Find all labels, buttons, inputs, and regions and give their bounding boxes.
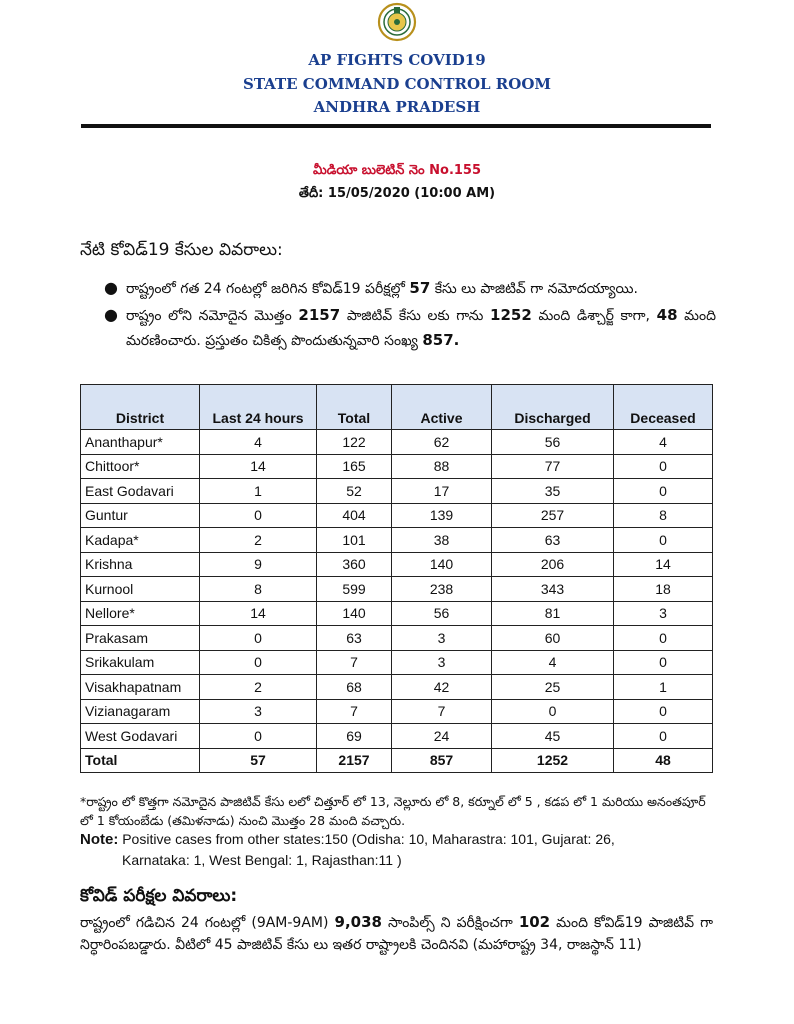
value-cell: 1 <box>200 479 317 504</box>
value-cell: 8 <box>200 577 317 602</box>
value-cell: 35 <box>492 479 614 504</box>
bullet-icon: ● <box>104 305 118 324</box>
value-cell: 599 <box>317 577 392 602</box>
value-cell: 0 <box>614 528 713 553</box>
column-header: Discharged <box>492 385 614 430</box>
value-cell: 0 <box>614 650 713 675</box>
value-cell: 14 <box>614 552 713 577</box>
value-cell: 69 <box>317 724 392 749</box>
bulletin-date <box>0 186 794 204</box>
district-cell: Srikakulam <box>81 650 200 675</box>
samples-tested-count: 9,038 <box>334 913 382 931</box>
district-cell: Ananthapur* <box>81 430 200 455</box>
new-cases-count: 57 <box>409 279 431 297</box>
value-cell: 404 <box>317 503 392 528</box>
bulletin-number: మీడియా బులెటిన్ నెం No.155 <box>312 163 482 178</box>
paragraph-text: సాంపిల్స్ ని పరీక్షించగా <box>381 915 519 931</box>
value-cell: 3 <box>392 626 492 651</box>
table-header-row <box>81 385 713 430</box>
value-cell: 1252 <box>492 748 614 773</box>
bullet-text: మంది డిశ్చార్జ్ కాగా, <box>531 308 657 324</box>
value-cell: 7 <box>392 699 492 724</box>
value-cell: 2 <box>200 675 317 700</box>
column-header: Deceased <box>614 385 713 430</box>
district-cell: Krishna <box>81 552 200 577</box>
table-row <box>81 724 713 749</box>
bullet-text: కేసు లు పాజిటివ్ గా నమోదయ్యాయి. <box>430 281 639 297</box>
value-cell: 165 <box>317 454 392 479</box>
district-cell: Total <box>81 748 200 773</box>
value-cell: 343 <box>492 577 614 602</box>
header-title: AP FIGHTS COVID19 <box>308 51 486 69</box>
value-cell: 48 <box>614 748 713 773</box>
value-cell: 101 <box>317 528 392 553</box>
deceased-count: 48 <box>656 306 678 324</box>
value-cell: 60 <box>492 626 614 651</box>
table-row <box>81 601 713 626</box>
bullet-icon: ● <box>104 278 118 297</box>
district-cell: Nellore* <box>81 601 200 626</box>
column-header: District <box>81 385 200 430</box>
value-cell: 857 <box>392 748 492 773</box>
value-cell: 56 <box>492 430 614 455</box>
table-row <box>81 552 713 577</box>
value-cell: 77 <box>492 454 614 479</box>
district-cell: Guntur <box>81 503 200 528</box>
value-cell: 140 <box>392 552 492 577</box>
table-row <box>81 626 713 651</box>
note-label: Note: <box>80 831 119 848</box>
value-cell: 52 <box>317 479 392 504</box>
table-row <box>81 699 713 724</box>
value-cell: 122 <box>317 430 392 455</box>
value-cell: 3 <box>392 650 492 675</box>
value-cell: 68 <box>317 675 392 700</box>
value-cell: 0 <box>614 724 713 749</box>
value-cell: 9 <box>200 552 317 577</box>
value-cell: 0 <box>614 454 713 479</box>
footnote: *రాష్ట్రం లో కొత్తగా నమోదైన పాజిటివ్ కేసు లలో చిత్తూర్ లో 13, నెల్లూరు లో 8, కర్నూల్ లో 5 , కడప లో 1 మరియు అనంతపూర్ లో 1 కోయంబేడు (తమిళనాడు) నుంచి మొత్తం 28 మంది వచ్చారు. <box>80 794 706 828</box>
column-header: Total <box>317 385 392 430</box>
paragraph-text: మంది కోవిడ్19 పాజిటివ్ గా నిర్ధారింపబడ్డారు. వీటిలో 45 పాజిటివ్ కేసు లు ఇతర రాష్ట్రాలకి చెందినవి (మహారాష్ట్ర 34, రాజస్థాన్ 11) <box>80 915 713 953</box>
header-subtitle: STATE COMMAND CONTROL ROOM <box>243 75 551 93</box>
table-row <box>81 577 713 602</box>
value-cell: 139 <box>392 503 492 528</box>
note-line: Positive cases from other states:150 (Odisha: 10, Maharastra: 101, Gujarat: 26, <box>118 831 615 847</box>
value-cell: 2157 <box>317 748 392 773</box>
table-row <box>81 528 713 553</box>
value-cell: 18 <box>614 577 713 602</box>
district-cell: Prakasam <box>81 626 200 651</box>
testing-details-paragraph <box>80 911 713 956</box>
testing-details-heading: కోవిడ్ పరీక్షల వివరాలు: <box>80 886 238 906</box>
value-cell: 0 <box>200 626 317 651</box>
bullet-text: రాష్ట్రం లోని నమోదైన మొత్తం <box>126 308 299 324</box>
value-cell: 206 <box>492 552 614 577</box>
positive-found-count: 102 <box>518 913 551 931</box>
value-cell: 57 <box>200 748 317 773</box>
value-cell: 56 <box>392 601 492 626</box>
value-cell: 4 <box>492 650 614 675</box>
value-cell: 7 <box>317 650 392 675</box>
header-state: ANDHRA PRADESH <box>313 98 481 116</box>
district-table <box>80 384 713 773</box>
total-positive-count: 2157 <box>298 306 341 324</box>
table-row <box>81 675 713 700</box>
value-cell: 2 <box>200 528 317 553</box>
header-divider <box>81 124 711 128</box>
district-cell: Vizianagaram <box>81 699 200 724</box>
value-cell: 3 <box>200 699 317 724</box>
note-line: Karnataka: 1, West Bengal: 1, Rajasthan:11 ) <box>122 852 402 868</box>
district-cell: West Godavari <box>81 724 200 749</box>
value-cell: 45 <box>492 724 614 749</box>
value-cell: 257 <box>492 503 614 528</box>
value-cell: 4 <box>200 430 317 455</box>
value-cell: 17 <box>392 479 492 504</box>
value-cell: 140 <box>317 601 392 626</box>
value-cell: 8 <box>614 503 713 528</box>
bullet-text: రాష్ట్రంలో గత 24 గంటల్లో జరిగిన కోవిడ్19 పరీక్షల్లో <box>126 281 410 297</box>
district-cell: Kadapa* <box>81 528 200 553</box>
paragraph-text: రాష్ట్రంలో గడిచిన 24 గంటల్లో (9AM-9AM) <box>80 915 335 931</box>
column-header: Active <box>392 385 492 430</box>
table-row <box>81 454 713 479</box>
value-cell: 14 <box>200 601 317 626</box>
district-cell: East Godavari <box>81 479 200 504</box>
value-cell: 238 <box>392 577 492 602</box>
other-states-note <box>80 829 720 871</box>
bullet-text: మంది మరణించారు. ప్రస్తుతం చికిత్స పొందుతున్నవారి సంఖ్య <box>126 308 716 349</box>
active-count: 857. <box>422 331 460 349</box>
value-cell: 24 <box>392 724 492 749</box>
value-cell: 0 <box>614 699 713 724</box>
value-cell: 1 <box>614 675 713 700</box>
list-item <box>104 276 716 301</box>
total-row <box>81 748 713 773</box>
district-cell: Kurnool <box>81 577 200 602</box>
value-cell: 7 <box>317 699 392 724</box>
value-cell: 0 <box>200 503 317 528</box>
date-label: తేదీ: <box>298 186 324 201</box>
district-cell: Chittoor* <box>81 454 200 479</box>
value-cell: 360 <box>317 552 392 577</box>
district-cell: Visakhapatnam <box>81 675 200 700</box>
case-summary-list <box>104 276 716 355</box>
value-cell: 4 <box>614 430 713 455</box>
date-value: 15/05/2020 (10:00 AM) <box>327 186 496 201</box>
case-details-heading: నేటి కోవిడ్19 కేసుల వివరాలు: <box>80 240 283 260</box>
value-cell: 0 <box>200 724 317 749</box>
table-row <box>81 650 713 675</box>
column-header: Last 24 hours <box>200 385 317 430</box>
value-cell: 42 <box>392 675 492 700</box>
value-cell: 0 <box>200 650 317 675</box>
value-cell: 63 <box>492 528 614 553</box>
bullet-text: పాజిటివ్ కేసు లకు గాను <box>340 308 491 324</box>
discharged-count: 1252 <box>490 306 532 324</box>
value-cell: 14 <box>200 454 317 479</box>
value-cell: 81 <box>492 601 614 626</box>
value-cell: 0 <box>614 479 713 504</box>
value-cell: 0 <box>492 699 614 724</box>
value-cell: 88 <box>392 454 492 479</box>
table-row <box>81 503 713 528</box>
value-cell: 38 <box>392 528 492 553</box>
value-cell: 62 <box>392 430 492 455</box>
value-cell: 3 <box>614 601 713 626</box>
value-cell: 63 <box>317 626 392 651</box>
state-emblem-icon <box>374 2 420 42</box>
value-cell: 25 <box>492 675 614 700</box>
table-row <box>81 479 713 504</box>
value-cell: 0 <box>614 626 713 651</box>
table-row <box>81 430 713 455</box>
list-item <box>104 303 716 353</box>
